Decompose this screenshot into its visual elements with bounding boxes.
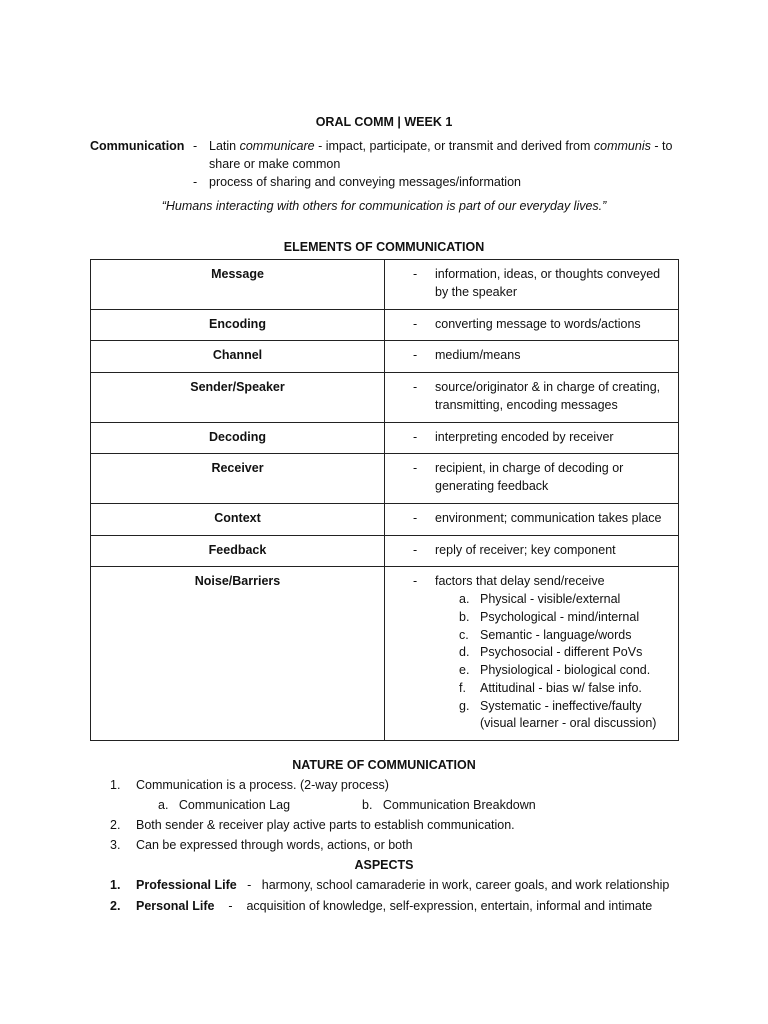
noise-type-text: Psychological - mind/internal — [480, 609, 640, 624]
element-term: Channel — [91, 341, 385, 373]
aspect-dash: - — [247, 878, 252, 892]
aspects-title: ASPECTS — [354, 858, 414, 872]
element-definition-text: environment; communication takes place — [435, 510, 662, 525]
noise-type-item — [459, 698, 668, 716]
element-dash: - — [413, 348, 418, 363]
element-definition — [385, 535, 679, 567]
noise-type-letter: d. — [459, 645, 470, 660]
aspect-number: 1. — [110, 878, 121, 892]
table-row-noise — [91, 567, 679, 741]
sub-text: Communication Breakdown — [382, 798, 536, 812]
definition-term: Communication — [90, 139, 185, 153]
table-row — [91, 503, 679, 535]
element-dash: - — [413, 429, 418, 444]
elements-table-body — [91, 260, 679, 741]
element-definition-text: interpreting encoded by receiver — [435, 429, 614, 444]
element-definition-text: source/originator & in charge of creating, transmitting, encoding messages — [435, 380, 661, 412]
noise-type-item — [459, 591, 668, 609]
noise-type-letter: e. — [459, 663, 470, 677]
element-definition — [385, 503, 679, 535]
noise-type-item — [459, 662, 668, 680]
element-term: Encoding — [91, 309, 385, 341]
noise-type-text: Semantic - language/words — [480, 627, 632, 642]
element-dash: - — [413, 316, 418, 331]
element-term: Receiver — [91, 454, 385, 504]
element-dash: - — [413, 542, 418, 557]
nature-sub-row — [110, 797, 710, 817]
table-row — [91, 260, 679, 310]
element-definition-text: converting message to words/actions — [435, 316, 641, 331]
definition-dash: - — [193, 174, 198, 189]
element-definition — [385, 454, 679, 504]
aspect-body — [136, 877, 710, 895]
def-text-part: Latin — [209, 139, 240, 153]
element-term: Noise/Barriers — [91, 567, 385, 741]
aspect-text: acquisition of knowledge, self-expression, entertain, informal and intimate — [246, 899, 653, 913]
def-text-part: - impact, participate, or transmit and derived from — [314, 139, 594, 153]
list-item — [110, 837, 710, 857]
table-row — [91, 535, 679, 567]
elements-title: ELEMENTS OF COMMUNICATION — [283, 240, 485, 254]
elements-table — [90, 259, 679, 741]
noise-type-letter: b. — [459, 609, 470, 624]
element-definition — [385, 341, 679, 373]
noise-type-text: Psychosocial - different PoVs — [480, 645, 643, 660]
table-row — [91, 422, 679, 454]
aspect-item-personal — [110, 898, 710, 916]
element-dash: - — [413, 574, 418, 589]
sub-item-breakdown — [362, 797, 536, 815]
noise-type-letter: a. — [459, 592, 470, 606]
element-dash: - — [413, 267, 418, 281]
element-term: Message — [91, 260, 385, 310]
nature-list — [110, 777, 710, 857]
aspect-label: Personal Life — [136, 899, 215, 913]
noise-type-letter: f. — [459, 680, 466, 695]
definition-text-1 — [209, 138, 690, 174]
element-definition-text: medium/means — [435, 348, 521, 363]
aspect-label: Professional Life — [136, 878, 237, 892]
sub-letter: b. — [362, 798, 373, 812]
element-definition — [385, 422, 679, 454]
element-dash: - — [413, 510, 418, 525]
noise-definition: factors that delay send/receive — [435, 574, 605, 589]
table-row — [91, 341, 679, 373]
def-text-part: - to share or make common — [209, 139, 673, 171]
noise-type-text: Systematic - ineffective/faulty — [480, 698, 642, 713]
noise-type-item — [459, 609, 668, 627]
table-row — [91, 454, 679, 504]
list-text: Communication is a process. (2-way process) — [136, 778, 389, 792]
nature-title: NATURE OF COMMUNICATION — [292, 758, 476, 772]
noise-type-item — [459, 627, 668, 645]
noise-type-text: Physiological - biological cond. — [480, 663, 651, 677]
element-definition — [385, 567, 679, 741]
def-italic-communis: communis — [593, 139, 651, 153]
element-definition — [385, 260, 679, 310]
definition-row-1 — [90, 138, 690, 174]
definition-text-2: process of sharing and conveying messages/information — [209, 174, 521, 189]
element-definition — [385, 373, 679, 423]
noise-type-text: Attitudinal - bias w/ false info. — [480, 680, 642, 695]
page-title: ORAL COMM | WEEK 1 — [315, 115, 453, 129]
list-number: 3. — [110, 838, 121, 852]
table-row — [91, 309, 679, 341]
noise-type-item — [459, 680, 668, 698]
element-term: Decoding — [91, 422, 385, 454]
definition-dash: - — [193, 139, 198, 153]
list-number: 1. — [110, 778, 121, 792]
aspect-number: 2. — [110, 899, 121, 913]
element-term: Feedback — [91, 535, 385, 567]
list-number: 2. — [110, 818, 121, 832]
sub-text: Communication Lag — [178, 798, 291, 812]
definition-row-2 — [90, 174, 690, 194]
def-italic-communicare: communicare — [239, 139, 315, 153]
element-term: Sender/Speaker — [91, 373, 385, 423]
noise-type-item — [459, 644, 668, 662]
noise-continuation: (visual learner - oral discussion) — [480, 716, 657, 731]
noise-types-list — [435, 591, 668, 715]
element-dash: - — [413, 461, 418, 476]
aspect-item-professional — [110, 877, 710, 895]
list-item — [110, 817, 710, 837]
sub-letter: a. — [158, 798, 169, 812]
sub-item-lag — [158, 797, 290, 815]
element-definition-text: reply of receiver; key component — [435, 542, 616, 557]
element-definition-text: information, ideas, or thoughts conveyed by the speaker — [435, 267, 661, 299]
aspect-text: harmony, school camaraderie in work, career goals, and work relationship — [261, 878, 670, 892]
table-row — [91, 373, 679, 423]
list-text: Both sender & receiver play active parts to establish communication. — [136, 818, 515, 832]
aspect-dash: - — [228, 899, 233, 913]
element-definition-text: recipient, in charge of decoding or generating feedback — [435, 461, 624, 493]
communication-definition — [90, 138, 690, 194]
noise-type-letter: g. — [459, 698, 470, 713]
noise-type-text: Physical - visible/external — [480, 592, 621, 606]
element-term: Context — [91, 503, 385, 535]
list-text: Can be expressed through words, actions, or both — [136, 838, 413, 852]
list-item — [110, 777, 710, 797]
aspect-body — [136, 898, 710, 916]
element-definition — [385, 309, 679, 341]
element-dash: - — [413, 380, 418, 394]
noise-type-letter: c. — [459, 627, 469, 642]
quote: “Humans interacting with others for communication is part of our everyday lives.” — [161, 199, 607, 213]
